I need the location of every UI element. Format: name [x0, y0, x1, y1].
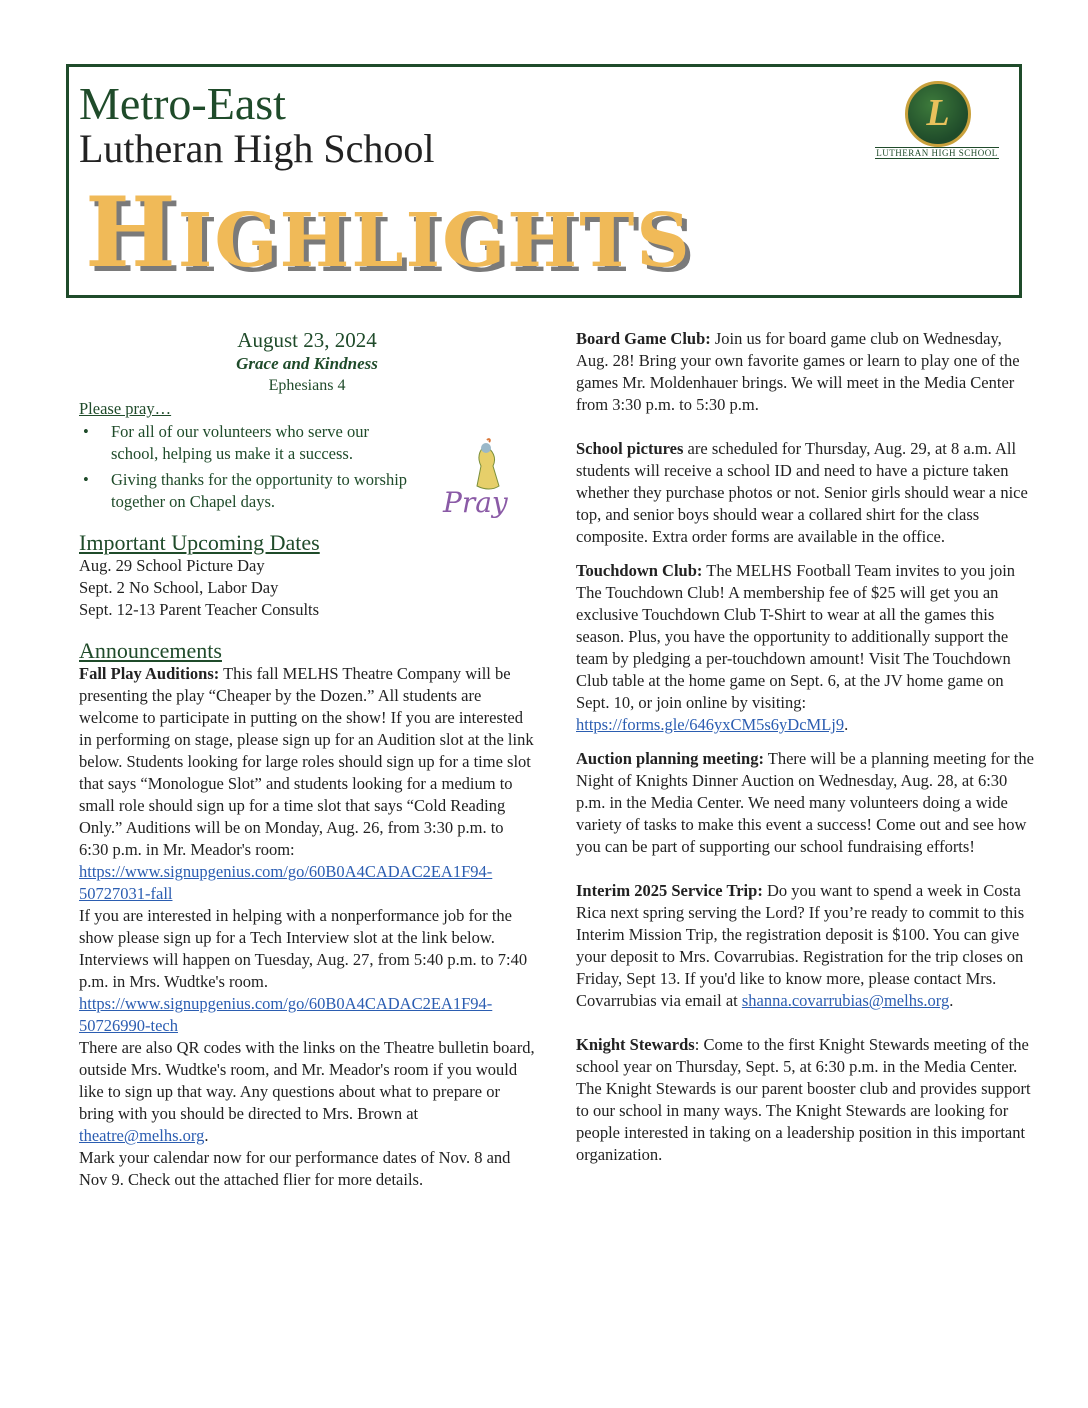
knight-stewards-title: Knight Stewards	[576, 1035, 695, 1054]
tech-signup-link[interactable]: https://www.signupgenius.com/go/60B0A4CADAC2EA1F94-50726990-tech	[79, 994, 493, 1036]
school-name-line2: Lutheran High School	[79, 126, 435, 171]
issue-verse: Ephesians 4	[268, 377, 346, 395]
qr-text-end: .	[204, 1126, 209, 1146]
board-game-text: Join us for board game club on Wednesday, Aug. 28! Bring your own favorite games or learn to play one of the games Mr. Moldenhauer brings. We will meet in the Media Center from 3:30 p.m. to 5:30 p.m.	[576, 329, 1020, 414]
prayer-item-text: For all of our volunteers who serve our school, helping us make it a success.	[111, 421, 369, 463]
masthead	[66, 64, 1022, 298]
upcoming-dates-heading: Important Upcoming Dates	[79, 529, 320, 555]
auction-text: There will be a planning meeting for the Night of Knights Dinner Auction on Wednesday, Aug. 28, at 6:30 p.m. in the Media Center. We need many volunteers doing a wide variety of tasks to make this event a success! Come out and see how you can be part of supporting our school fundraising efforts!	[576, 749, 1034, 856]
covarrubias-email-link[interactable]: shanna.covarrubias@melhs.org	[741, 991, 950, 1010]
issue-date: August 23, 2024	[237, 328, 377, 352]
prayer-list	[79, 421, 419, 513]
qr-text: There are also QR codes with the links on the Theatre bulletin board, outside Mrs. Wudtke's room, and Mr. Meador's room if you would like to sign up that way. Any questions about what to prepare or bring with you should be directed to Mrs. Brown at	[79, 1038, 535, 1124]
date-item: Sept. 2 No School, Labor Day	[79, 578, 279, 598]
announcements-heading: Announcements	[79, 638, 222, 664]
school-logo	[875, 81, 999, 163]
auction-paragraph	[576, 748, 1034, 858]
touchdown-club-paragraph	[576, 560, 1034, 736]
board-game-paragraph	[576, 328, 1034, 416]
audition-signup-link[interactable]: https://www.signupgenius.com/go/60B0A4CADAC2EA1F94-50727031-fall	[79, 862, 493, 904]
knight-stewards-paragraph	[576, 1034, 1034, 1166]
issue-theme: Grace and Kindness	[236, 354, 378, 374]
date-item: Sept. 12-13 Parent Teacher Consults	[79, 600, 320, 620]
prayer-item	[79, 421, 419, 465]
tech-interview-text: If you are interested in helping with a nonperformance job for the show please sign up for a Tech Interview slot at the link below. Interviews will happen on Tuesday, Aug. 27, from 5:40 p.m. to 7:40 p.m. in Mrs. Wudtke's room.	[79, 906, 528, 992]
right-column	[576, 328, 1034, 1166]
touchdown-club-end: .	[844, 715, 849, 734]
service-trip-end: .	[949, 991, 954, 1010]
fall-play-paragraph	[79, 663, 535, 861]
theatre-email-link[interactable]: theatre@melhs.org	[79, 1126, 205, 1146]
logo-emblem	[905, 81, 971, 147]
audition-link-paragraph	[79, 861, 535, 905]
logo-caption: LUTHERAN HIGH SCHOOL	[876, 148, 998, 158]
school-name-line1: Metro-East	[79, 78, 286, 129]
left-column	[79, 328, 535, 1191]
pray-illustration	[441, 438, 523, 524]
fall-play-text: This fall MELHS Theatre Company will be presenting the play “Cheaper by the Dozen.” All students are welcome to participate in putting on the show! If you are interested in performing on stage, please sign up for an Audition slot at the link below. Students looking for large roles should sign up for a time slot that says “Monologue Slot” and students looking for a medium to small role should sign up for a time slot that says “Cold Reading Only.” Auditions will be on Monday, Aug. 26, from 3:30 p.m. to 6:30 p.m. in Mr. Meador's room:	[79, 664, 534, 860]
touchdown-club-link[interactable]: https://forms.gle/646yxCM5s6yDcMLj9	[576, 715, 845, 734]
auction-title: Auction planning meeting:	[576, 749, 764, 768]
touchdown-club-title: Touchdown Club:	[576, 561, 703, 580]
date-item: Aug. 29 School Picture Day	[79, 556, 265, 576]
school-pictures-title: School pictures	[576, 439, 684, 458]
board-game-title: Board Game Club:	[576, 329, 711, 348]
service-trip-title: Interim 2025 Service Trip:	[576, 881, 763, 900]
bullet-icon: •	[83, 469, 89, 489]
bullet-icon: •	[83, 421, 89, 441]
school-pictures-text: are scheduled for Thursday, Aug. 29, at 8 a.m. All students will receive a school ID and need to have a picture taken whether they purchase photos or not. Senior girls should wear a nice top, and senior boys should wear a collared shirt for the class composite. Extra order forms are available in the office.	[576, 439, 1028, 546]
knight-stewards-text: : Come to the first Knight Stewards meeting of the school year on Thursday, Sept. 5, at 6:30 p.m. in the Media Center. The Knight Stewards is our parent booster club and provides support to our school in many ways. The Knight Stewards are looking for people interested in taking on a leadership position in this important organization.	[576, 1035, 1031, 1164]
newsletter-title-rest: IGHLIGHTS	[177, 198, 692, 284]
logo-letter: L	[926, 92, 950, 134]
newsletter-title-initial: H	[85, 176, 178, 289]
qr-paragraph	[79, 1037, 535, 1147]
service-trip-paragraph	[576, 880, 1034, 1012]
fall-play-title: Fall Play Auditions:	[79, 664, 220, 684]
prayer-heading: Please pray…	[79, 398, 172, 418]
touchdown-club-text: The MELHS Football Team invites to you join The Touchdown Club! A membership fee of $25 will get you an exclusive Touchdown Club T-Shirt to wear at all the games this season. Plus, you have the opportunity to additionally support the team by pledging a per-touchdown amount! Visit The Touchdown Club table at the home game on Sept. 6, at the JV home game on Sept. 10, or join online by visiting:	[576, 561, 1016, 712]
tech-interview-paragraph	[79, 905, 535, 1037]
upcoming-dates-list	[79, 555, 535, 621]
prayer-item-text: Giving thanks for the opportunity to worship together on Chapel days.	[111, 469, 408, 511]
prayer-item	[79, 469, 419, 513]
pray-illustration-label: Pray	[443, 486, 508, 519]
service-trip-text: Do you want to spend a week in Costa Rica next spring serving the Lord? If you’re ready to commit to this Interim Mission Trip, the registration deposit is $100. You can give your deposit to Mrs. Covarrubias. Registration for the trip closes on Friday, Sept 13. If you'd like to know more, please contact Mrs. Covarrubias via email at	[576, 881, 1025, 1010]
performance-dates-paragraph: Mark your calendar now for our performance dates of Nov. 8 and Nov 9. Check out the attached flier for more details.	[79, 1148, 511, 1190]
school-pictures-paragraph	[576, 438, 1034, 548]
newsletter-title	[85, 176, 692, 289]
